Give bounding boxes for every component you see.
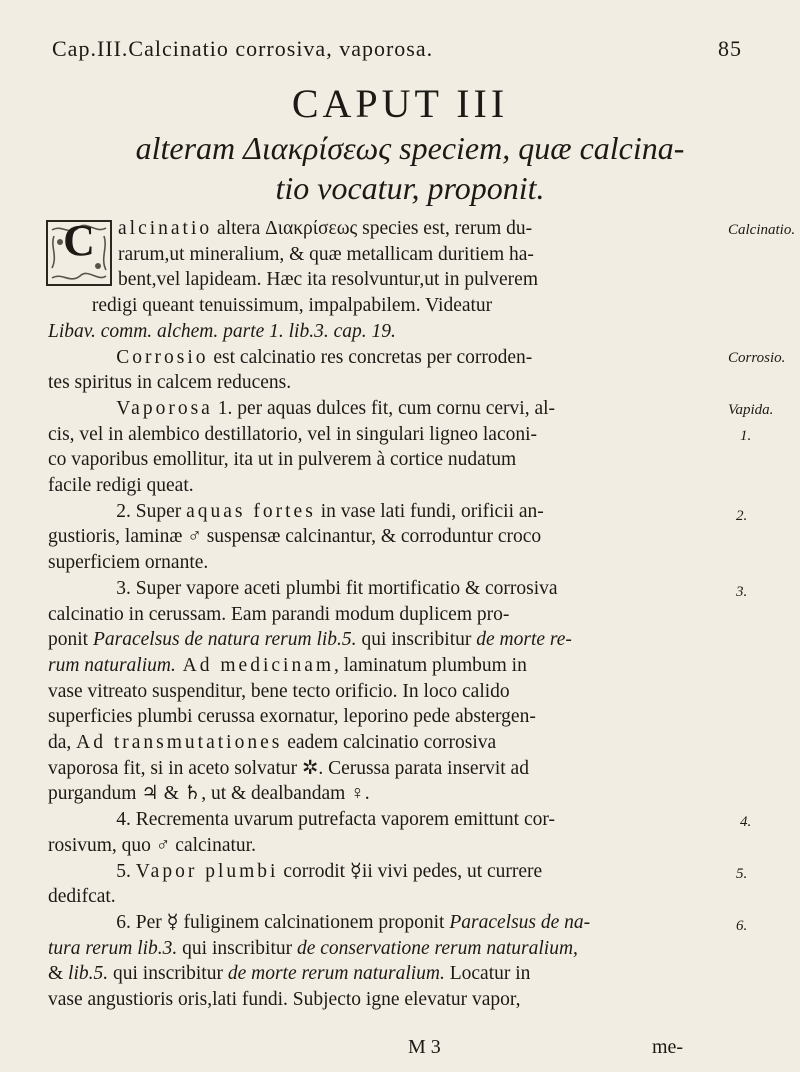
text-line: rum naturalium. Ad medicinam, laminatum plumbum in <box>48 654 527 676</box>
page-number: 85 <box>718 36 742 61</box>
drop-cap-initial <box>46 216 112 286</box>
chapter-subtitle-line-1: alteram Διακρίσεως speciem, quæ calcina- <box>135 130 685 166</box>
catchword: me- <box>652 1036 684 1058</box>
text-line: 4. Recrementa uvarum putrefacta vaporem emittunt cor- <box>116 809 555 831</box>
text-line: Corrosio est calcinatio res concretas per corroden- <box>116 346 533 368</box>
text-line: calcinatio in cerussam. Eam parandi modum duplicem pro- <box>48 603 510 625</box>
drop-cap-letter: C <box>63 216 95 265</box>
text-line: superficies plumbi cerussa exornatur, leporino pede abstergen- <box>48 706 536 728</box>
running-head-text: Cap.III.Calcinatio corrosiva, vaporosa. <box>52 36 434 61</box>
text-line: 2. Super aquas fortes in vase lati fundi, orificii an- <box>116 500 544 522</box>
text-line: cis, vel in alembico destillatorio, vel in singulari ligneo laconi- <box>48 423 538 445</box>
margin-note-number: 6. <box>736 918 748 934</box>
text-line: da, Ad transmutationes eadem calcinatio corrosiva <box>48 732 497 754</box>
text-line: & lib.5. qui inscribitur de morte rerum naturalium. Locatur in <box>48 963 531 985</box>
text-line: 5. Vapor plumbi corrodit ☿ii vivi pedes, ut currere <box>116 860 543 882</box>
text-line: facile redigi queat. <box>48 475 194 497</box>
margin-note-number: 3. <box>736 584 748 600</box>
text-line: tes spiritus in calcem reducens. <box>48 372 292 394</box>
margin-note-number: 1. <box>740 428 752 444</box>
text-line: 6. Per ☿ fuliginem calcinationem proponit Paracelsus de na- <box>116 911 591 933</box>
margin-note-number: 5. <box>736 866 748 882</box>
chapter-subtitle-line-2: tio vocatur, proponit. <box>275 170 545 206</box>
margin-note-number: 4. <box>740 814 752 830</box>
body-text <box>48 216 718 1013</box>
text-line: vase vitreato suspenditur, bene tecto orificio. In loco calido <box>48 680 510 702</box>
text-line: bent,vel lapideam. Hæc ita resolvuntur,ut in pulverem <box>118 269 538 291</box>
text-line: Vaporosa 1. per aquas dulces fit, cum cornu cervi, al- <box>116 397 556 419</box>
text-line: Libav. comm. alchem. parte 1. lib.3. cap. 19. <box>48 320 396 342</box>
running-head <box>52 36 742 62</box>
text-line: 3. Super vapore aceti plumbi fit mortificatio & corrosiva <box>116 577 558 599</box>
text-line: tura rerum lib.3. qui inscribitur de conservatione rerum naturalium, <box>48 937 578 959</box>
text-line: alcinatio altera Διακρίσεως species est, rerum du- <box>118 218 533 239</box>
text-line: superficiem ornante. <box>48 552 209 574</box>
text-line: vase angustioris oris,lati fundi. Subjecto igne elevatur vapor, <box>48 989 521 1011</box>
margin-note-number: 2. <box>736 508 748 524</box>
text-line: ponit Paracelsus de natura rerum lib.5. qui inscribitur de morte re- <box>48 629 572 651</box>
text-line: rosivum, quo ♂ calcinatur. <box>48 834 256 856</box>
text-line: dedifcat. <box>48 886 116 908</box>
margin-note-corrosio: Corrosio. <box>728 350 786 366</box>
margin-note-vapida: Vapida. <box>728 402 774 418</box>
text-line: vaporosa fit, si in aceto solvatur ✲. Cerussa parata inservit ad <box>48 757 529 779</box>
chapter-title: CAPUT III <box>291 81 509 126</box>
text-line: co vaporibus emollitur, ita ut in pulverem à cortice nudatum <box>48 449 517 471</box>
text-line: purgandum ♃ & ♄, ut & dealbandam ♀. <box>48 783 370 805</box>
margin-note-calcinatio: Calcinatio. <box>728 222 796 238</box>
text-line: rarum,ut mineralium, & quæ metallicam duritiem ha- <box>118 243 534 265</box>
text-line: redigi queant tenuissimum, impalpabilem. Videatur <box>91 295 493 317</box>
signature-mark: M 3 <box>408 1036 441 1058</box>
text-line: gustioris, laminæ ♂ suspensæ calcinantur, & corroduntur croco <box>48 526 542 548</box>
